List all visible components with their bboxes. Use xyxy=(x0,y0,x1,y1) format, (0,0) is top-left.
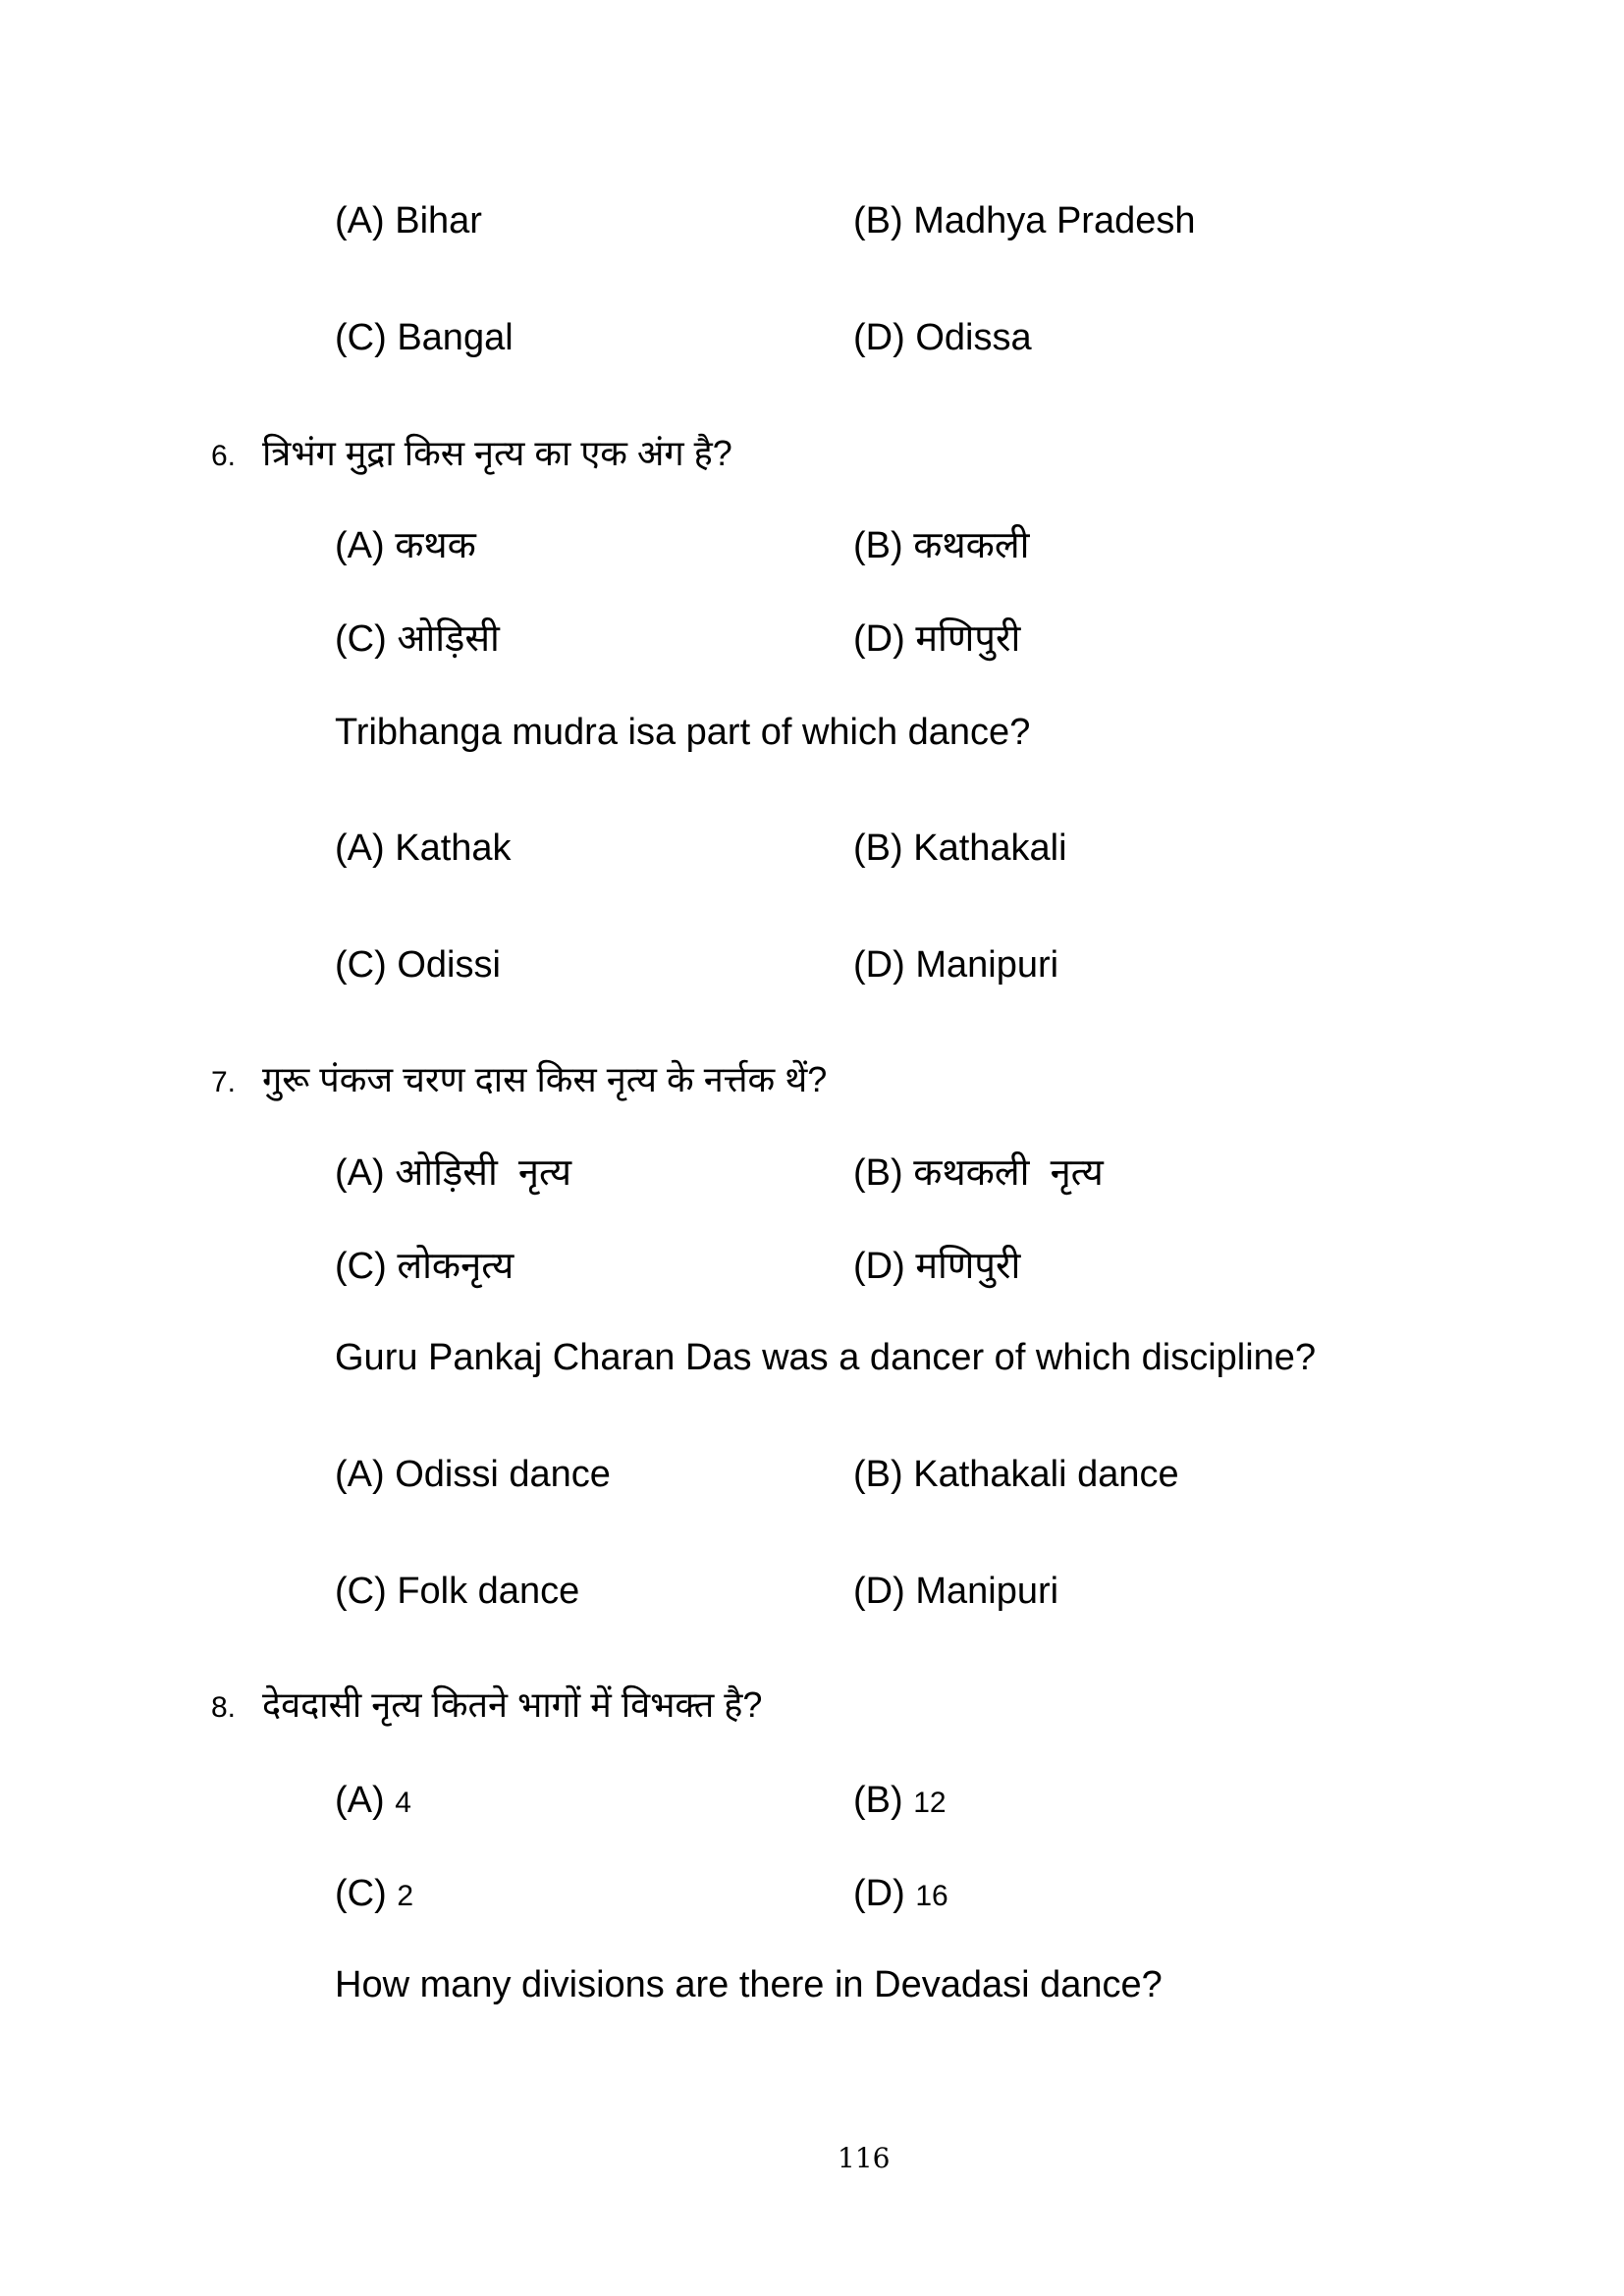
q5-option-a xyxy=(335,202,482,240)
option-text: Manipuri xyxy=(915,1571,1059,1612)
option-label: (B) xyxy=(853,1454,903,1495)
option-text: Folk dance xyxy=(397,1571,580,1612)
option-text: 2 xyxy=(397,1880,414,1912)
option-label: (C) xyxy=(335,317,387,358)
option-text: कथकली xyxy=(913,525,1030,566)
option-label: (C) xyxy=(335,944,387,986)
option-text: ओड़िसी xyxy=(397,618,500,660)
option-label: (B) xyxy=(853,1780,903,1821)
question-text-hindi: गुरू पंकज चरण दास किस नृत्य के नर्त्तक थें? xyxy=(262,1059,828,1099)
q6-en-option-d xyxy=(853,946,1058,984)
option-text: लोकनृत्य xyxy=(397,1246,514,1287)
option-label: (D) xyxy=(853,618,905,660)
q8-hindi xyxy=(211,1684,763,1725)
option-label: (A) xyxy=(335,525,385,566)
option-text: Manipuri xyxy=(915,944,1059,986)
option-label: (D) xyxy=(853,1873,905,1914)
option-text: Odissi xyxy=(397,944,501,986)
q8-english: How many divisions are there in Devadasi dance? xyxy=(335,1964,1163,2005)
option-label: (C) xyxy=(335,1246,387,1287)
option-text: 12 xyxy=(913,1787,947,1819)
option-text: Odissi dance xyxy=(395,1454,611,1495)
option-label: (B) xyxy=(853,200,903,241)
q6-hindi xyxy=(211,433,732,473)
question-number: 7. xyxy=(211,1066,237,1098)
option-text: कथक xyxy=(395,525,476,566)
option-text: Bangal xyxy=(397,317,514,358)
option-label: (A) xyxy=(335,1454,385,1495)
q8-option-c xyxy=(335,1875,413,1912)
option-text: ओड़िसी नृत्य xyxy=(395,1152,572,1194)
option-label: (D) xyxy=(853,1571,905,1612)
option-label: (C) xyxy=(335,1571,387,1612)
q6-english: Tribhanga mudra isa part of which dance? xyxy=(335,712,1031,753)
option-text: Kathakali dance xyxy=(913,1454,1179,1495)
page-number: 116 xyxy=(838,2142,891,2174)
option-text: मणिपुरी xyxy=(915,1246,1021,1287)
option-text: कथकली नृत्य xyxy=(913,1152,1104,1194)
option-text: Odissa xyxy=(915,317,1032,358)
q7-en-option-c xyxy=(335,1573,579,1610)
q7-english: Guru Pankaj Charan Das was a dancer of which discipline? xyxy=(335,1337,1317,1378)
question-number: 8. xyxy=(211,1691,237,1724)
q8-option-d xyxy=(853,1875,948,1912)
option-label: (D) xyxy=(853,944,905,986)
option-label: (B) xyxy=(853,828,903,869)
q8-option-a xyxy=(335,1782,411,1819)
option-text: Madhya Pradesh xyxy=(913,200,1196,241)
q7-hi-option-d xyxy=(853,1248,1020,1285)
q6-hi-option-c xyxy=(335,620,500,658)
option-text: 16 xyxy=(915,1880,948,1912)
option-text: Kathakali xyxy=(913,828,1067,869)
option-label: (A) xyxy=(335,1780,385,1821)
q5-option-c xyxy=(335,319,514,356)
option-text: Kathak xyxy=(395,828,512,869)
q6-en-option-b xyxy=(853,829,1067,867)
option-label: (B) xyxy=(853,525,903,566)
option-label: (C) xyxy=(335,1873,387,1914)
q6-hi-option-d xyxy=(853,620,1020,658)
q7-hi-option-a xyxy=(335,1154,571,1192)
q6-en-option-a xyxy=(335,829,512,867)
option-label: (A) xyxy=(335,828,385,869)
option-label: (A) xyxy=(335,1152,385,1194)
option-label: (D) xyxy=(853,317,905,358)
question-number: 6. xyxy=(211,440,237,472)
option-text: 4 xyxy=(395,1787,411,1819)
q6-hi-option-a xyxy=(335,527,476,564)
q7-hindi xyxy=(211,1059,828,1099)
q7-en-option-a xyxy=(335,1456,611,1493)
option-label: (A) xyxy=(335,200,385,241)
q6-hi-option-b xyxy=(853,527,1029,564)
q7-en-option-d xyxy=(853,1573,1058,1610)
q5-option-b xyxy=(853,202,1196,240)
question-text-hindi: त्रिभंग मुद्रा किस नृत्य का एक अंग है? xyxy=(262,433,732,473)
q5-option-d xyxy=(853,319,1032,356)
q7-en-option-b xyxy=(853,1456,1179,1493)
option-label: (D) xyxy=(853,1246,905,1287)
option-text: मणिपुरी xyxy=(915,618,1021,660)
q6-en-option-c xyxy=(335,946,501,984)
q7-hi-option-c xyxy=(335,1248,514,1285)
q7-hi-option-b xyxy=(853,1154,1104,1192)
q8-option-b xyxy=(853,1782,947,1819)
option-label: (C) xyxy=(335,618,387,660)
option-text: Bihar xyxy=(395,200,482,241)
question-text-hindi: देवदासी नृत्य कितने भागों में विभक्त है? xyxy=(262,1684,763,1725)
option-label: (B) xyxy=(853,1152,903,1194)
